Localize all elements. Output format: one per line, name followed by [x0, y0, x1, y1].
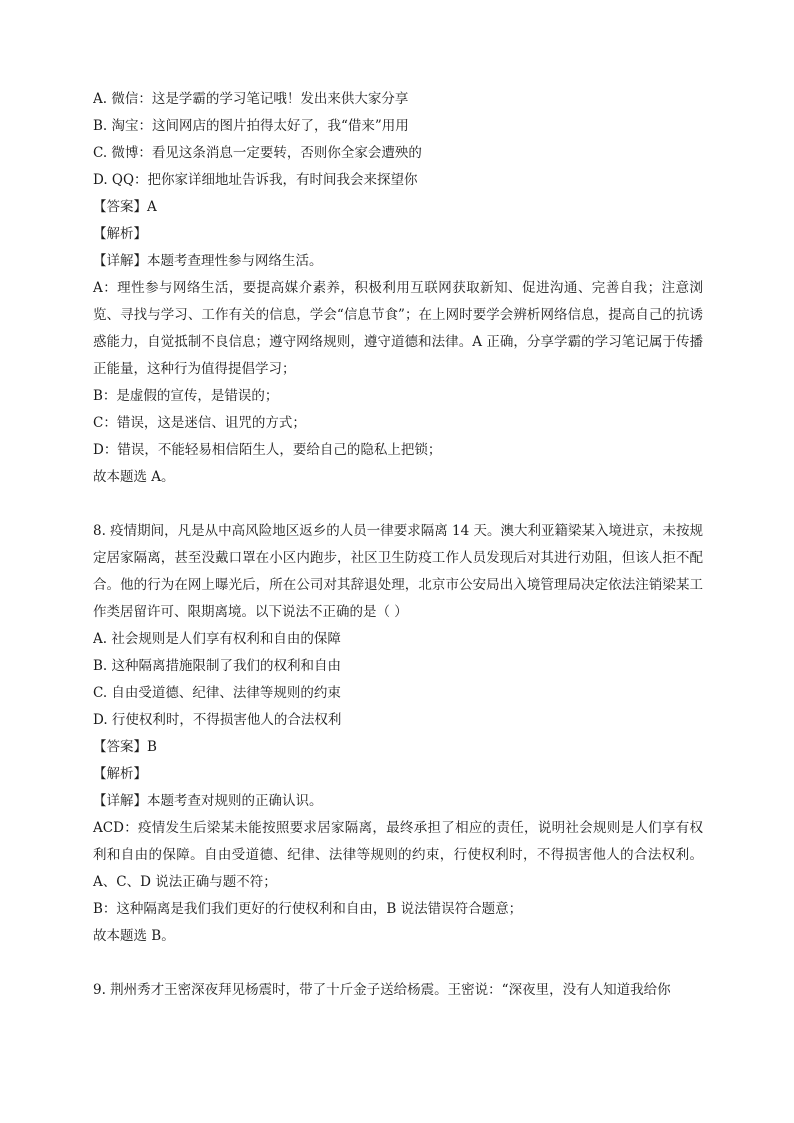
q7-explain-a: A：理性参与网络生活，要提高媒介素养，积极利用互联网获取新知、促进沟通、完善自我；注意浏览、寻找与学习、工作有关的信息，学会“信息节食”；在上网时要学会辨析网络信息，提高自己的抗诱惑能力，自觉抵制不良信息；遵守网络规则，遵守道德和法律。A 正确，分享学霸的学习笔记属于传播正能量，这种行为值得提倡学习； [93, 280, 703, 377]
document-page [93, 86, 703, 1004]
spacer [93, 950, 703, 977]
q8-option-c: C. 自由受道德、纪律、法律等规则的约束 [93, 685, 341, 701]
spacer [93, 491, 703, 518]
q8-explain-b: B：这种隔离是我们我们更好的行使权利和自由，B 说法错误符合题意； [93, 901, 523, 917]
q7-option-b: B. 淘宝：这间网店的图片拍得太好了，我“借来”用用 [93, 118, 409, 134]
q8-option-b: B. 这种隔离措施限制了我们的权利和自由 [93, 658, 342, 674]
q8-option-d: D. 行使权利时，不得损害他人的合法权利 [93, 712, 342, 728]
q7-conclusion: 故本题选 A。 [93, 469, 175, 485]
q9-stem: 9. 荆州秀才王密深夜拜见杨震时，带了十斤金子送给杨震。王密说：“深夜里，没有人知道我给你 [93, 982, 671, 998]
q7-explain-b: B：是虚假的宣传，是错误的； [93, 388, 279, 404]
q7-explain-d: D：错误，不能轻易相信陌生人，要给自己的隐私上把锁； [93, 442, 442, 458]
q7-detail: 【详解】本题考查理性参与网络生活。 [93, 253, 323, 269]
q8-explain-acd: ACD：疫情发生后梁某未能按照要求居家隔离，最终承担了相应的责任，说明社会规则是人们享有权利和自由的保障。自由受道德、纪律、法律等规则的约束，行使权利时，不得损害他人的合法权利。A、C、D 说法正确与题不符； [93, 820, 703, 890]
q8-conclusion: 故本题选 B。 [93, 928, 175, 944]
q8-detail: 【详解】本题考查对规则的正确认识。 [93, 793, 323, 809]
q8-analysis-label: 【解析】 [93, 766, 147, 782]
q8-answer: 【答案】B [93, 739, 157, 755]
q7-analysis-label: 【解析】 [93, 226, 147, 242]
q7-option-c: C. 微博：看见这条消息一定要转，否则你全家会遭殃的 [93, 145, 422, 161]
q7-option-d: D. QQ：把你家详细地址告诉我，有时间我会来探望你 [93, 172, 418, 188]
q7-answer: 【答案】A [93, 199, 157, 215]
q8-option-a: A. 社会规则是人们享有权利和自由的保障 [93, 631, 341, 647]
q7-explain-c: C：错误，这是迷信、诅咒的方式； [93, 415, 306, 431]
q8-stem: 8. 疫情期间，凡是从中高风险地区返乡的人员一律要求隔离 14 天。澳大利亚籍梁某入境进京，未按规定居家隔离，甚至没戴口罩在小区内跑步，社区卫生防疫工作人员发现后对其进行劝阻，但该人拒不配合。他的行为在网上曝光后，所在公司对其辞退处理，北京市公安局出入境管理局决定依法注销梁某工作类居留许可、限期离境。以下说法不正确的是（ ） [93, 523, 703, 620]
q7-option-a: A. 微信：这是学霸的学习笔记哦！发出来供大家分享 [93, 91, 409, 107]
